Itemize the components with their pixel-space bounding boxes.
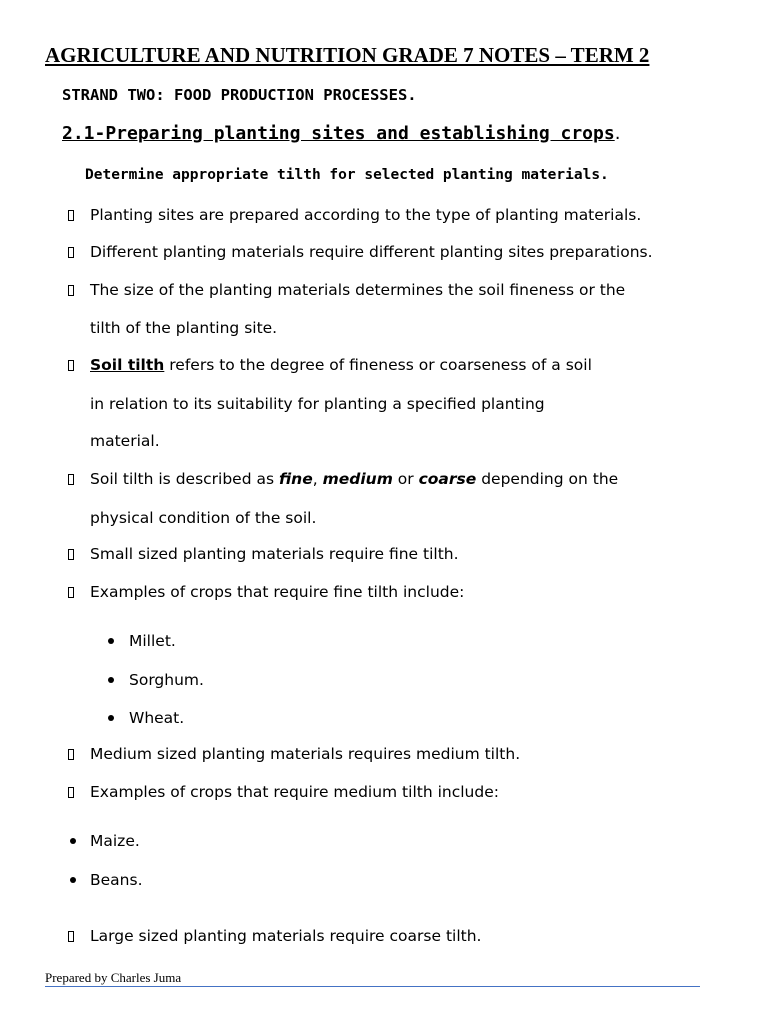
section-heading-text: 2.1-Preparing planting sites and establishing crops (62, 123, 615, 144)
square-bullet-icon (68, 549, 74, 560)
bullet-text-rest: refers to the degree of fineness or coarseness of a soil (164, 356, 592, 374)
section-heading (62, 123, 620, 144)
text-segment: or (392, 470, 419, 488)
list-item: Sorghum. (129, 671, 204, 689)
bullet-text-continuation: tilth of the planting site. (90, 319, 278, 337)
square-bullet-icon (68, 931, 74, 942)
square-bullet-icon (68, 749, 74, 760)
square-bullet-icon (68, 787, 74, 798)
bullet-text: Examples of crops that require fine tilth include: (90, 583, 465, 601)
list-item: Millet. (129, 632, 176, 650)
document-title: AGRICULTURE AND NUTRITION GRADE 7 NOTES – TERM 2 (45, 43, 650, 67)
strand-heading: STRAND TWO: FOOD PRODUCTION PROCESSES. (62, 86, 417, 104)
bullet-text: Small sized planting materials require fine tilth. (90, 545, 459, 563)
square-bullet-icon (68, 285, 74, 296)
square-bullet-icon (68, 247, 74, 258)
round-bullet-icon (108, 715, 114, 721)
term-fine: fine (278, 470, 313, 488)
term-coarse: coarse (418, 470, 477, 488)
subheading: Determine appropriate tilth for selected planting materials. (85, 167, 609, 183)
text-segment: depending on the (476, 470, 619, 488)
bullet-text-continuation: in relation to its suitability for planting a specified planting (90, 395, 545, 413)
square-bullet-icon (68, 474, 74, 485)
list-item: Maize. (90, 832, 140, 850)
square-bullet-icon (68, 210, 74, 221)
term-medium: medium (322, 470, 393, 488)
bullet-text (90, 469, 618, 489)
bullet-text: Different planting materials require different planting sites preparations. (90, 243, 653, 261)
text-segment: Soil tilth is described as (90, 470, 279, 488)
list-item: Wheat. (129, 709, 185, 727)
square-bullet-icon (68, 587, 74, 598)
text-segment: , (312, 470, 323, 488)
bullet-text: Large sized planting materials require coarse tilth. (90, 927, 482, 945)
list-item: Beans. (90, 871, 143, 889)
round-bullet-icon (70, 838, 76, 844)
round-bullet-icon (108, 677, 114, 683)
bullet-text: Medium sized planting materials requires medium tilth. (90, 745, 521, 763)
footer-rule (45, 986, 700, 987)
square-bullet-icon (68, 360, 74, 371)
bullet-text (90, 355, 592, 375)
page-footer: Prepared by Charles Juma (45, 970, 182, 985)
bullet-text: The size of the planting materials determines the soil fineness or the (90, 281, 626, 299)
bullet-text-continuation: physical condition of the soil. (90, 509, 317, 527)
bullet-text-continuation: material. (90, 432, 160, 450)
round-bullet-icon (70, 877, 76, 883)
section-heading-period: . (614, 123, 621, 144)
bullet-text: Planting sites are prepared according to the type of planting materials. (90, 206, 642, 224)
round-bullet-icon (108, 638, 114, 644)
bullet-text: Examples of crops that require medium tilth include: (90, 783, 499, 801)
term-soil-tilth: Soil tilth (90, 356, 165, 374)
